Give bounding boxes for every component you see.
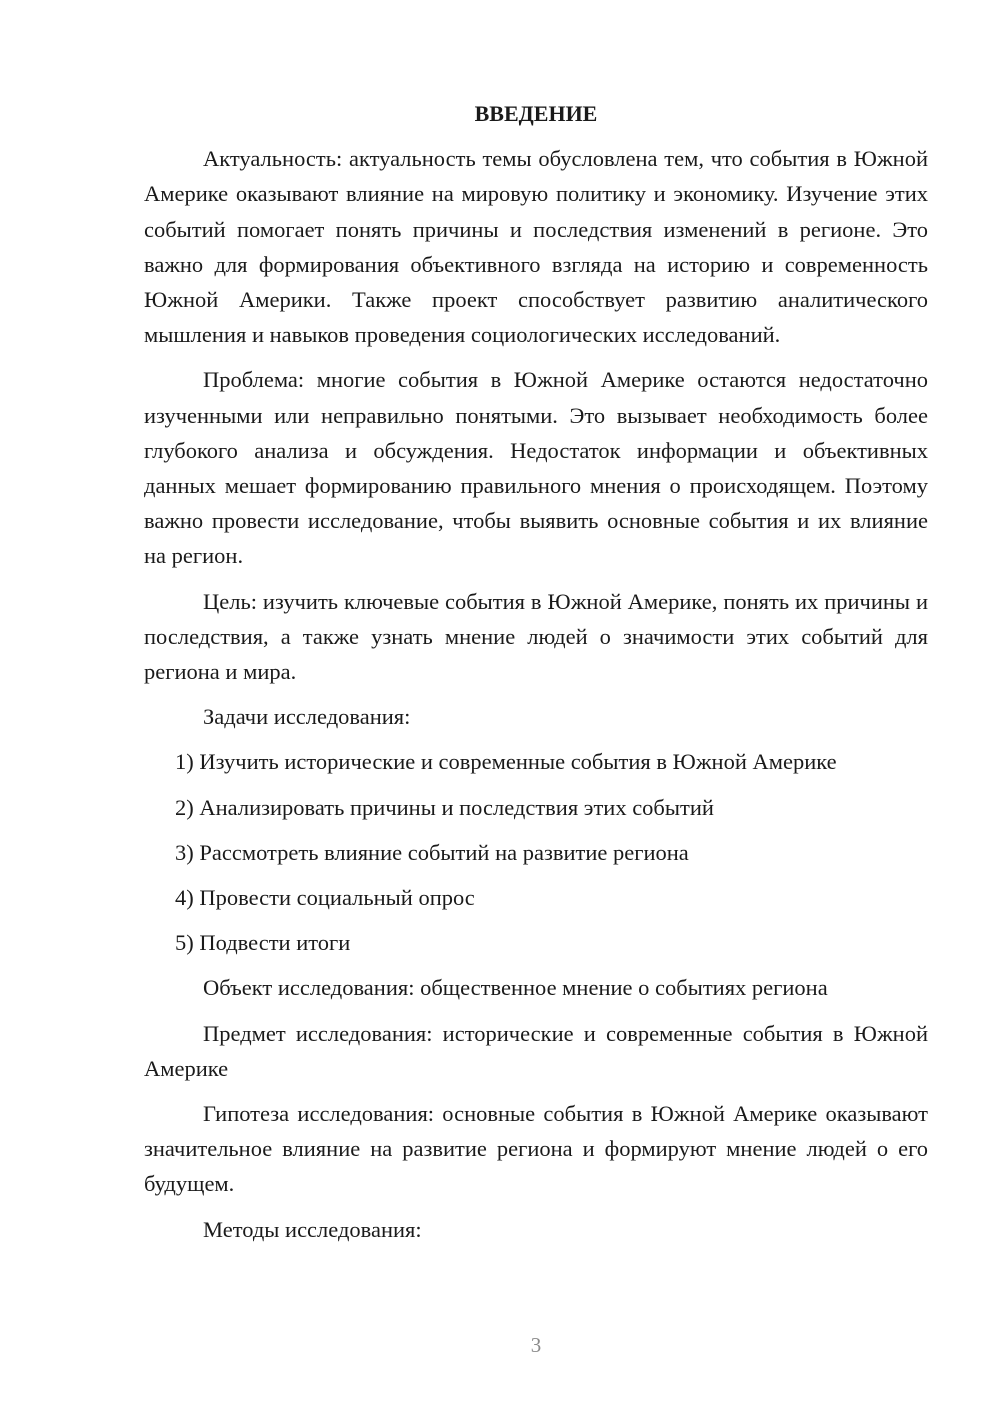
problem-paragraph: Проблема: многие события в Южной Америке остаются недостаточно изученными или неправильно понятыми. Это вызывает необходимость более глубокого анализа и обсуждения. Недостаток информации и объективных данных мешает формированию правильного мнения о происходящем. Поэтому важно провести исследование, чтобы выявить основные события и их влияние на регион. (144, 367, 928, 569)
relevance-paragraph: Актуальность: актуальность темы обусловлена тем, что события в Южной Америке оказывают влияние на мировую политику и экономику. Изучение этих событий помогает понять причины и последствия изменений в регионе. Это важно для формирования объективного взгляда на историю и современность Южной Америки. Также проект способствует развитию аналитического мышления и навыков проведения социологических исследований. (144, 146, 928, 348)
section-title: ВВЕДЕНИЕ (474, 101, 598, 126)
document-page (144, 96, 928, 1257)
tasks-label: Задачи исследования: (203, 704, 411, 730)
task-item-4: 4) Провести социальный опрос (175, 885, 475, 911)
tasks-list (144, 744, 928, 960)
task-item-5: 5) Подвести итоги (175, 930, 351, 956)
task-item-1: 1) Изучить исторические и современные события в Южной Америке (175, 749, 837, 775)
task-item-2: 2) Анализировать причины и последствия этих событий (175, 794, 714, 820)
methods-label: Методы исследования: (203, 1216, 422, 1242)
page-number: 3 (530, 1333, 542, 1357)
goal-paragraph: Цель: изучить ключевые события в Южной Америке, понять их причины и последствия, а также узнать мнение людей о значимости этих событий для региона и мира. (144, 588, 928, 685)
task-item-3: 3) Рассмотреть влияние событий на развитие региона (175, 839, 689, 865)
subject-paragraph: Предмет исследования: исторические и современные события в Южной Америке (144, 1020, 928, 1081)
object-paragraph: Объект исследования: общественное мнение о событиях региона (203, 975, 828, 1001)
hypothesis-paragraph: Гипотеза исследования: основные события в Южной Америке оказывают значительное влияние на развитие региона и формируют мнение людей о его будущем. (144, 1101, 928, 1197)
